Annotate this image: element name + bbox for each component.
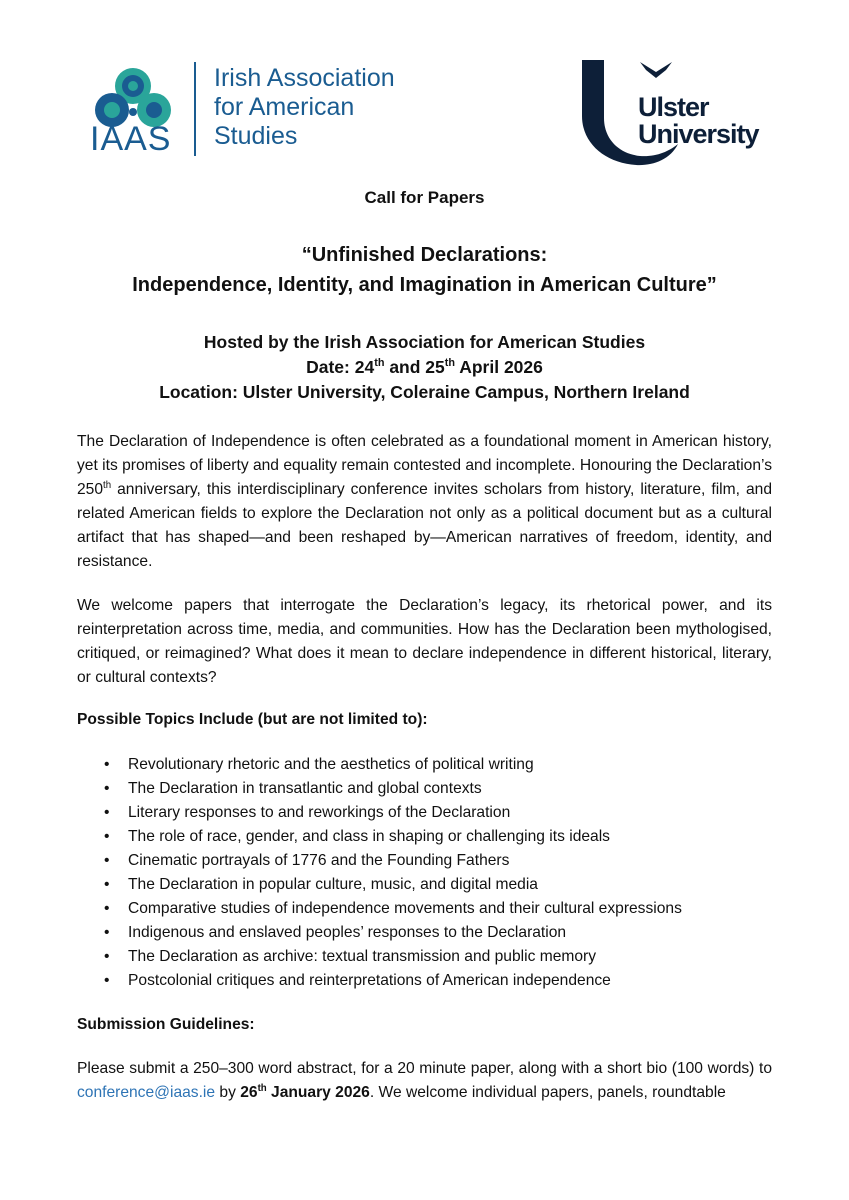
topics-list bbox=[77, 753, 777, 993]
ulster-university-logo bbox=[578, 56, 778, 166]
list-item: • Indigenous and enslaved peoples’ responses to the Declaration bbox=[77, 921, 777, 945]
ulster-name-line: Ulster bbox=[638, 92, 709, 122]
iaas-name-line: Irish Association bbox=[214, 64, 395, 92]
conference-title bbox=[60, 240, 789, 300]
bullet-icon: • bbox=[104, 756, 110, 773]
list-item: • The Declaration as archive: textual transmission and public memory bbox=[77, 945, 777, 969]
submission-paragraph: Please submit a 250–300 word abstract, for a 20 minute paper, along with a short bio (100 words) to conference@iaas.ie by 26th January 2026. We welcome individual papers, panels, roundtable bbox=[77, 1060, 772, 1101]
list-item: • Postcolonial critiques and reinterpretations of American independence bbox=[77, 969, 777, 993]
iaas-name bbox=[214, 64, 434, 151]
event-date: Date: 24th and 25th April 2026 bbox=[306, 357, 543, 377]
list-item: • The Declaration in popular culture, music, and digital media bbox=[77, 873, 777, 897]
hosted-by: Hosted by the Irish Association for American Studies bbox=[203, 332, 646, 352]
list-item: • Literary responses to and reworkings of the Declaration bbox=[77, 801, 777, 825]
list-item: • The Declaration in transatlantic and global contexts bbox=[77, 777, 777, 801]
event-location: Location: Ulster University, Coleraine Campus, Northern Ireland bbox=[159, 382, 690, 402]
welcome-paragraph: We welcome papers that interrogate the Declaration’s legacy, its rhetorical power, and its reinterpretation across time, media, and communities. How has the Declaration been mythologised, critiqued, or reimagined? What does it mean to declare independence in different historical, literary, or cultural contexts? bbox=[77, 597, 772, 686]
list-item: • Cinematic portrayals of 1776 and the Founding Fathers bbox=[77, 849, 777, 873]
bullet-icon: • bbox=[104, 876, 110, 893]
ulster-name bbox=[638, 94, 778, 148]
list-item: • The role of race, gender, and class in shaping or challenging its ideals bbox=[77, 825, 777, 849]
call-for-papers-heading: Call for Papers bbox=[364, 188, 485, 207]
bullet-icon: • bbox=[104, 948, 110, 965]
title-line: Independence, Identity, and Imagination in American Culture” bbox=[132, 274, 717, 296]
bullet-icon: • bbox=[104, 924, 110, 941]
title-line: “Unfinished Declarations: bbox=[301, 244, 548, 266]
submission-guidelines-heading: Submission Guidelines: bbox=[77, 1016, 255, 1033]
bullet-icon: • bbox=[104, 780, 110, 797]
bullet-icon: • bbox=[104, 900, 110, 917]
iaas-logo bbox=[88, 60, 428, 160]
list-item: • Revolutionary rhetoric and the aesthetics of political writing bbox=[77, 753, 777, 777]
event-details bbox=[60, 330, 789, 405]
bullet-icon: • bbox=[104, 828, 110, 845]
bullet-icon: • bbox=[104, 804, 110, 821]
ulster-name-line: University bbox=[638, 119, 759, 149]
topics-heading: Possible Topics Include (but are not limited to): bbox=[77, 711, 428, 728]
bullet-icon: • bbox=[104, 972, 110, 989]
deadline: 26th January 2026 bbox=[240, 1082, 370, 1101]
iaas-name-line: Studies bbox=[214, 122, 298, 150]
iaas-acronym: IAAS bbox=[90, 120, 172, 158]
intro-paragraph: The Declaration of Independence is often celebrated as a foundational moment in American history, yet its promises of liberty and equality remain contested and incomplete. Honouring the Declaration’s 250th anniversary, this interdisciplinary conference invites scholars from history, literature, film, and related American fields to explore the Declaration not only as a political document but as a cultural artifact that has shaped—and been reshaped by—American narratives of freedom, identity, and resistance. bbox=[77, 433, 772, 570]
bullet-icon: • bbox=[104, 852, 110, 869]
iaas-name-line: for American bbox=[214, 93, 355, 121]
logo-divider bbox=[194, 62, 196, 156]
email-link[interactable]: conference@iaas.ie bbox=[77, 1084, 216, 1101]
list-item: • Comparative studies of independence movements and their cultural expressions bbox=[77, 897, 777, 921]
